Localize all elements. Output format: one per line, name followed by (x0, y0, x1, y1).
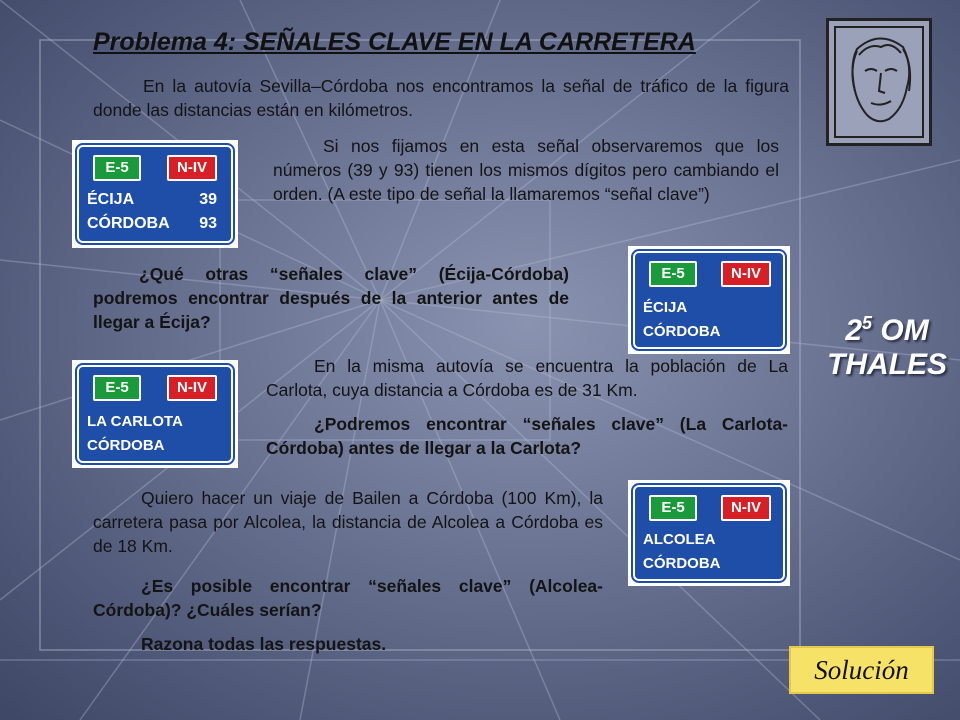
sign-e5-badge: E-5 (649, 261, 697, 287)
road-sign-ecija-blank (628, 246, 790, 354)
sign-city-cordoba: CÓRDOBA (643, 555, 721, 572)
closing-instruction: Razona todas las respuestas. (141, 634, 387, 654)
paragraph-bailen-alcolea: Quiero hacer un viaje de Bailen a Córdoba (100 Km), la carretera pasa por Alcolea, la distancia de Alcolea a Córdoba es de 18 Km. (93, 488, 603, 556)
question-ecija: ¿Qué otras “señales clave” (Écija-Córdoba) podremos encontrar después de la anterior antes de llegar a Écija? (93, 264, 569, 332)
paragraph-intro: En la autovía Sevilla–Córdoba nos encontramos la señal de tráfico de la figura donde las distancias están en kilómetros. (93, 76, 789, 120)
sign-e5-badge: E-5 (649, 495, 697, 521)
olympiad-label (812, 306, 960, 382)
sign-e5-badge: E-5 (93, 375, 141, 401)
sign-niv-badge: N-IV (167, 375, 217, 401)
sign-city-cordoba: CÓRDOBA (643, 323, 721, 340)
sign-e5-badge: E-5 (93, 155, 141, 181)
sign-distance-cordoba: 93 (199, 215, 217, 232)
road-sign-ecija-39-93 (72, 140, 238, 248)
sign-niv-badge: N-IV (167, 155, 217, 181)
sign-city-alcolea: ALCOLEA (643, 531, 716, 548)
road-sign-la-carlota (72, 360, 238, 468)
olympiad-number-exponent: 5 (862, 313, 873, 333)
sign-city-ecija: ÉCIJA (87, 191, 135, 208)
thales-portrait-icon (829, 21, 929, 143)
olympiad-name: THALES (827, 348, 947, 381)
sign-niv-badge: N-IV (721, 495, 771, 521)
solution-button[interactable]: Solución (789, 646, 934, 694)
paragraph-key-sign: Si nos fijamos en esta señal observaremos que los números (39 y 93) tienen los mismos dígitos pero cambiando el orden. (A este tipo de señal la llamaremos “señal clave”) (273, 136, 779, 204)
problem-title: Problema 4: SEÑALES CLAVE EN LA CARRETERA (93, 28, 696, 56)
sign-city-cordoba: CÓRDOBA (87, 437, 165, 454)
paragraph-la-carlota: En la misma autovía se encuentra la población de La Carlota, cuya distancia a Córdoba es de 31 Km. (266, 356, 788, 400)
sign-city-ecija: ÉCIJA (643, 299, 688, 316)
sign-niv-badge: N-IV (721, 261, 771, 287)
olympiad-om: OM (880, 314, 929, 347)
sign-distance-ecija: 39 (199, 191, 217, 208)
olympiad-number-base: 2 (845, 314, 862, 347)
sign-city-la-carlota: LA CARLOTA (87, 413, 183, 430)
road-sign-alcolea (628, 480, 790, 586)
question-la-carlota: ¿Podremos encontrar “señales clave” (La Carlota-Córdoba) antes de llegar a la Carlota? (266, 414, 788, 458)
thales-head-logo (826, 18, 932, 146)
question-alcolea: ¿Es posible encontrar “señales clave” (Alcolea-Córdoba)? ¿Cuáles serían? (93, 576, 603, 620)
sign-city-cordoba: CÓRDOBA (87, 215, 170, 232)
